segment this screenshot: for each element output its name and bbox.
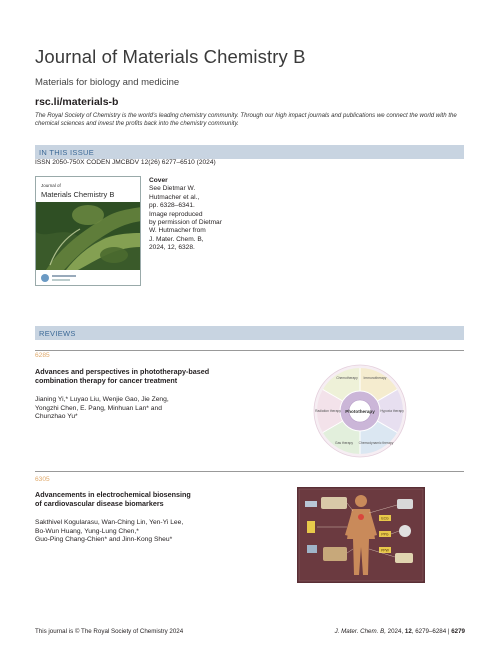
article-1-page[interactable]: 6285 (35, 352, 50, 359)
journal-subtitle: Materials for biology and medicine (35, 77, 180, 88)
wheel-center-label: Phototherapy (345, 409, 375, 414)
biosensing-label-ppw: PPW (381, 548, 389, 553)
article-1-authors: Jianing Yi,* Luyao Liu, Wenjie Gao, Jie Zeng, Yongzhi Chen, E. Pang, Minhuan Lan* and Chunzhao Yu* (35, 396, 169, 421)
footer-pages: , 6279–6284 | (411, 628, 452, 635)
issn-line: ISSN 2050-750X CODEN JMCBDV 12(26) 6277–6510 (2024) (35, 159, 216, 166)
footer-citation (335, 628, 465, 635)
biosensing-label-ppg: PPG (381, 532, 389, 537)
article-1-graphic[interactable] (313, 364, 407, 458)
phototherapy-wheel (313, 364, 407, 458)
footer-journal-abbrev: J. Mater. Chem. B, (334, 628, 386, 635)
article-1-title[interactable]: Advances and perspectives in phototherapy-based combination therapy for cancer treatment (35, 367, 210, 386)
footer-page-number: 6279 (451, 628, 465, 635)
footer-copyright: This journal is © The Royal Society of Chemistry 2024 (35, 628, 184, 635)
wheel-segment-chemodynamic: Chemodynamic therapy (358, 441, 394, 445)
cover-caption (149, 177, 239, 253)
footer-year: 2024, (385, 628, 405, 635)
journal-title: Journal of Materials Chemistry B (35, 46, 306, 67)
cover-caption-body: See Dietmar W. Hutmacher et al., pp. 6328–6341. Image reproduced by permission of Dietmar W. Hutmacher from J. Mater. Chem. B, 2024, 12, 6328. (149, 185, 222, 252)
rsc-blurb: The Royal Society of Chemistry is the world’s leading chemistry community. Through our high impact journals and publications we connect the world with the chemical sciences and invest the profits back into the chemistry community. (35, 112, 457, 128)
cover-caption-title: Cover (149, 177, 168, 184)
in-this-issue-bar (35, 145, 464, 159)
biosensing-label-ecg: ECG (381, 516, 389, 521)
wheel-segment-hypoxia: Hypoxia therapy (380, 409, 404, 413)
in-this-issue-label: IN THIS ISSUE (39, 148, 95, 157)
journal-url-link[interactable]: rsc.li/materials-b (35, 96, 119, 108)
wheel-segment-chemotherapy: Chemotherapy (336, 376, 358, 380)
wheel-segment-immunotherapy: Immunotherapy (363, 376, 387, 380)
wheel-segment-gas: Gas therapy (335, 441, 353, 445)
article-1-rule (35, 350, 464, 351)
reviews-bar (35, 326, 464, 340)
cover-thumb-journal-big: Materials Chemistry B (41, 190, 115, 199)
article-2-graphic[interactable] (297, 487, 425, 583)
article-2-rule (35, 471, 464, 472)
article-2-authors: Sakthivel Kogularasu, Wan-Ching Lin, Yen-Yi Lee, Bo-Wun Huang, Yung-Lung Chen,* Guo-Ping Chang-Chien* and Jinn-Kong Sheu* (35, 519, 184, 544)
article-2-page[interactable]: 6305 (35, 476, 50, 483)
wheel-segment-radiation: Radiation therapy (315, 409, 341, 413)
reviews-label: REVIEWS (39, 329, 76, 338)
article-2-title[interactable]: Advancements in electrochemical biosensing of cardiovascular disease biomarkers (35, 490, 191, 509)
footer-volume: 12 (404, 628, 412, 635)
cover-artwork (36, 177, 141, 286)
cover-thumb-journal-small: Journal of (41, 183, 61, 188)
cover-image[interactable] (35, 176, 141, 286)
biosensing-figure (297, 487, 425, 583)
